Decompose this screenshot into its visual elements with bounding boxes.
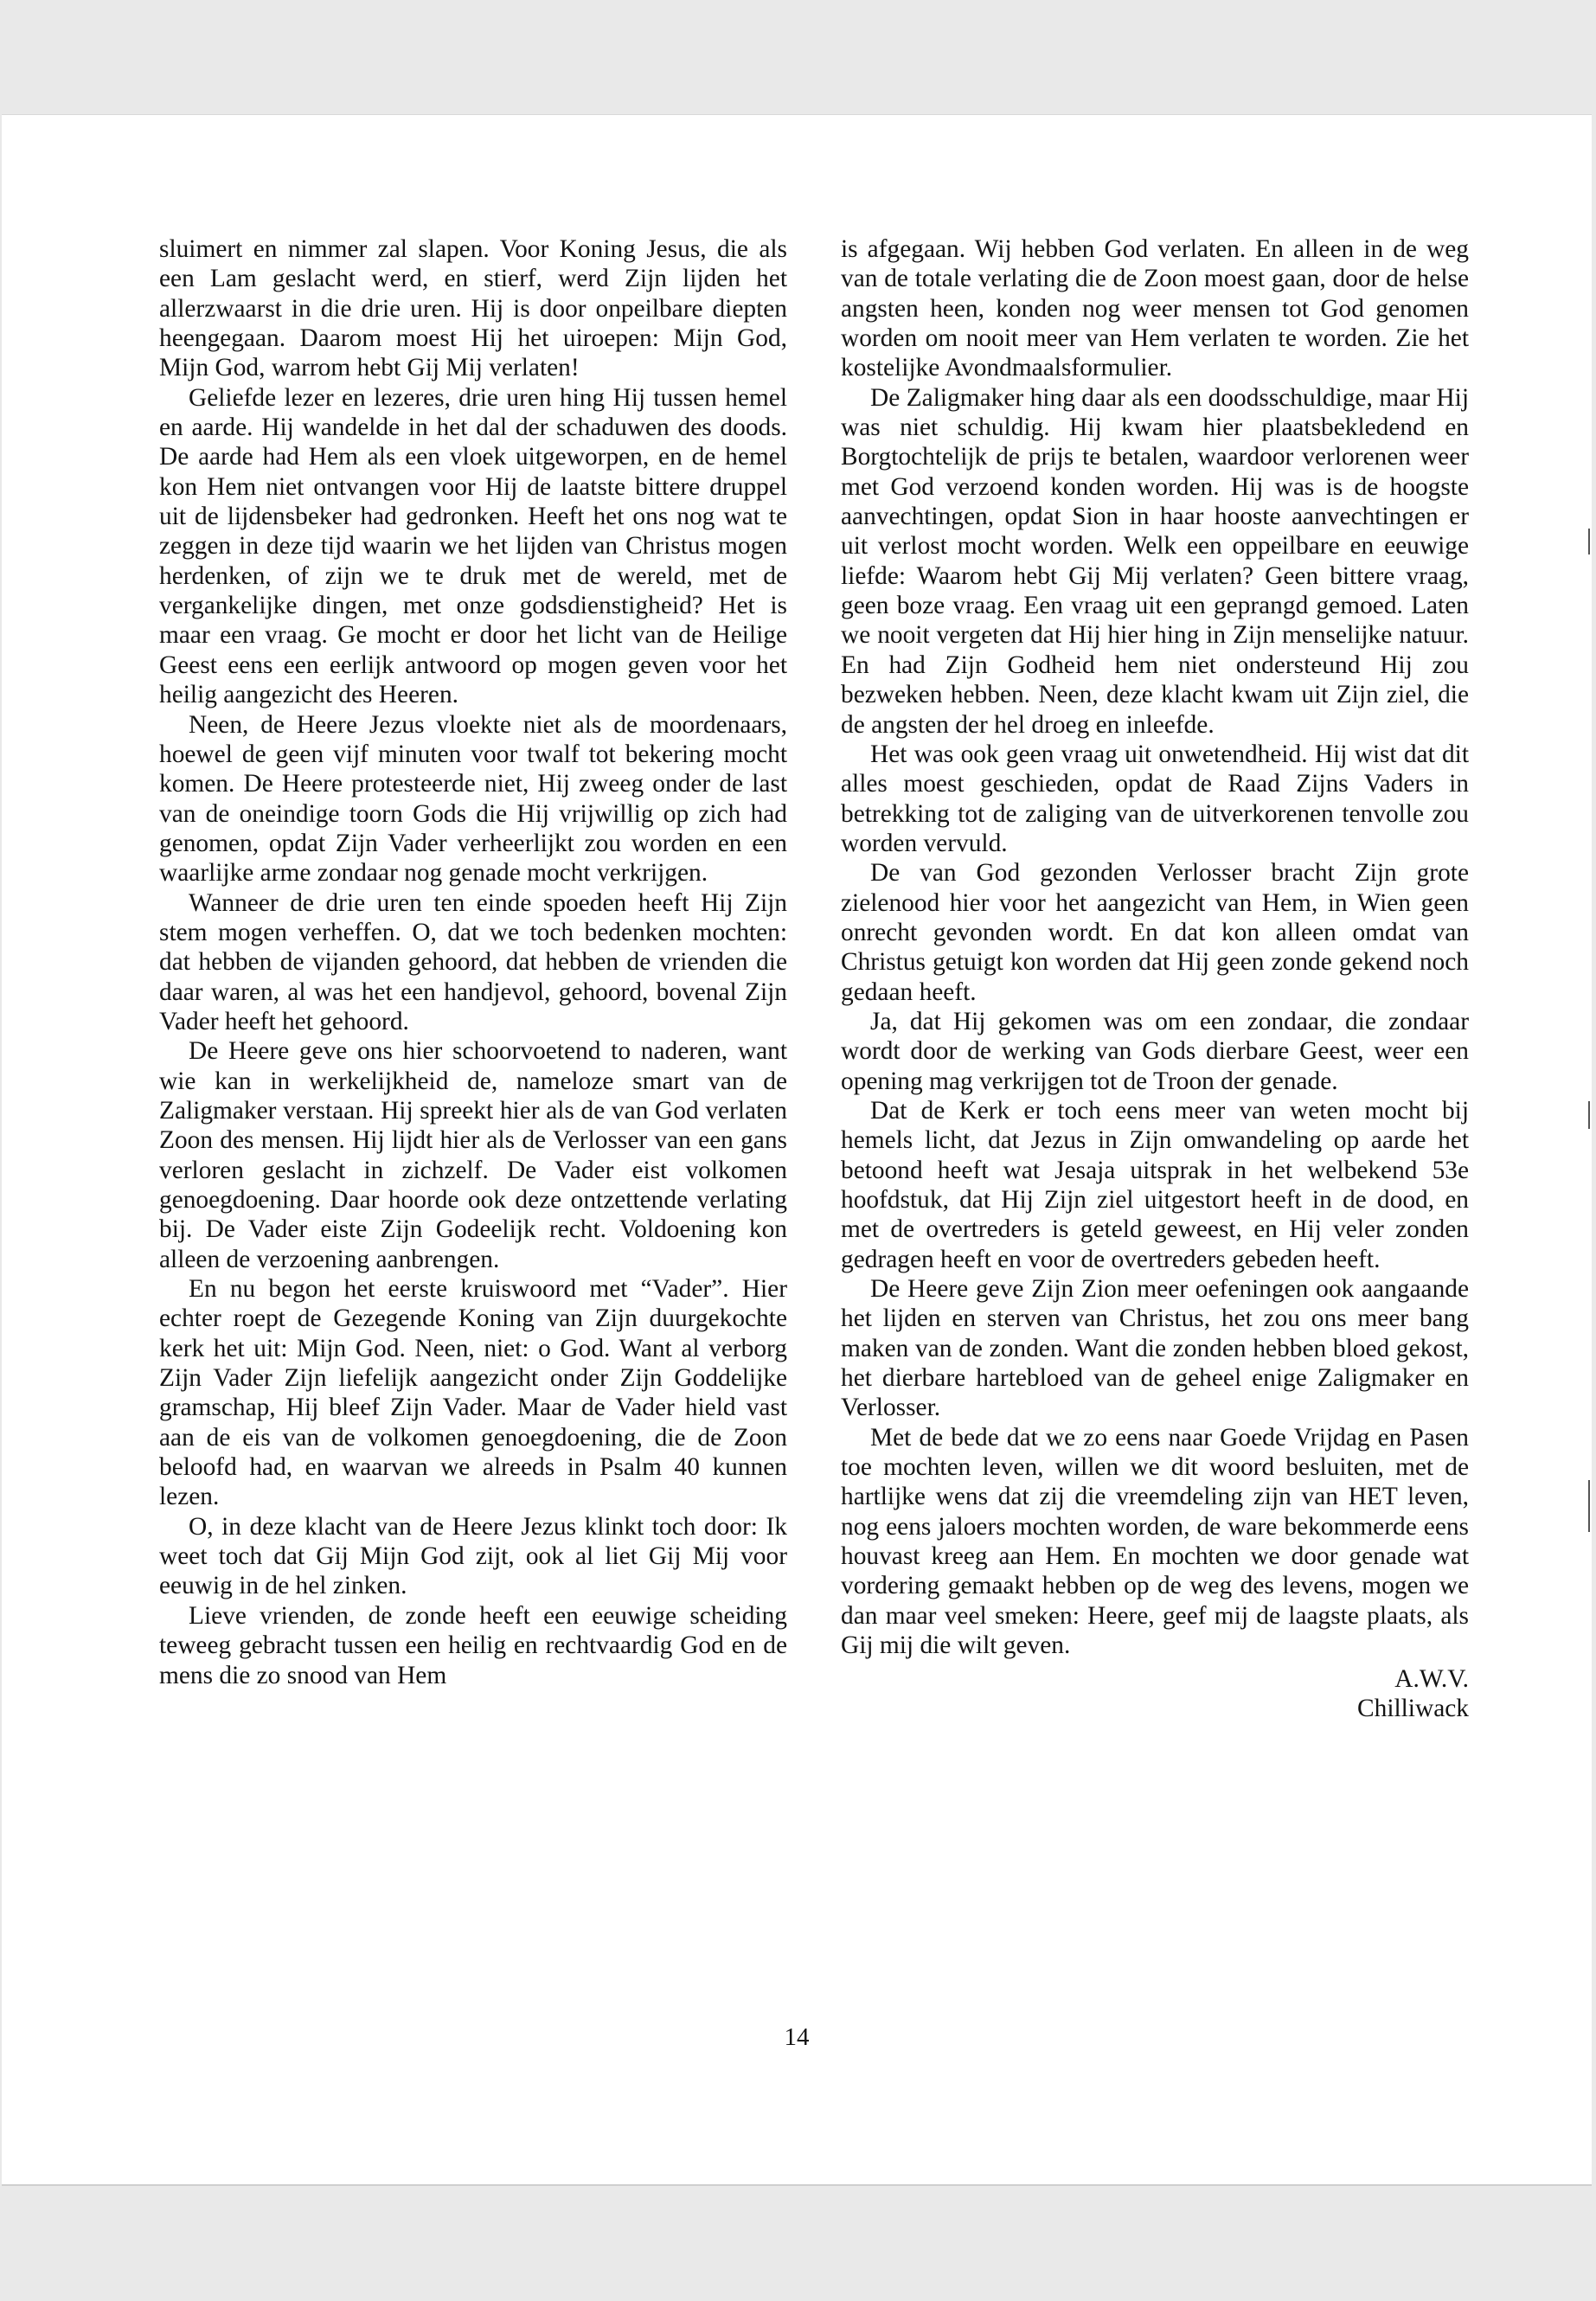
paragraph: De Zaligmaker hing daar als een doodsschuldige, maar Hij was niet schuldig. Hij kwam hier plaatsbekledend en Borgtochtelijk de prijs te betalen, waardoor verlorenen weer met God verzoend konden worden. Hij was is de hoogste aanvechtingen, opdat Sion in haar hooste aanvechtingen er uit verlost mocht worden. Welk een oppeilbare en eeuwige liefde: Waarom hebt Gij Mij verlaten? Geen bittere vraag, geen boze vraag. Een vraag uit een geprangd gemoed. Laten we nooit vergeten dat Hij hier hing in Zijn menselijke natuur. En had Zijn Godheid hem niet ondersteund Hij zou bezweken hebben. Neen, deze klacht kwam uit Zijn ziel, die de angsten der hel droeg en inleefde. [841, 383, 1469, 739]
document-page [2, 114, 1592, 2186]
paragraph: O, in deze klacht van de Heere Jezus klinkt toch door: Ik weet toch dat Gij Mijn God zijt, ook al liet Gij Mij voor eeuwig in de hel zinken. [159, 1512, 787, 1600]
paragraph: Met de bede dat we zo eens naar Goede Vrijdag en Pasen toe mochten leven, willen we dit woord besluiten, met de hartlijke wens dat zij die vreemdeling zijn van HET leven, nog eens jaloers mochten worden, de ware bekommerde eens houvast kreeg aan Hem. En mochten we door genade wat vordering gemaakt hebben op de weg des levens, mogen we dan maar veel smeken: Heere, geef mij de laagste plaats, als Gij mij die wilt geven. [841, 1423, 1469, 1660]
paragraph: En nu begon het eerste kruiswoord met “Vader”. Hier echter roept de Gezegende Koning van Zijn duurgekochte kerk het uit: Mijn God. Neen, niet: o God. Want al verborg Zijn Vader Zijn liefelijk aangezicht onder Zijn Goddelijke gramschap, Hij bleef Zijn Vader. Maar de Vader hield vast aan de eis van de volkomen genoegdoening, die de Zoon beloofd had, en waarvan we alreeds in Psalm 40 kunnen lezen. [159, 1275, 787, 1511]
author-signature [841, 1664, 1469, 1724]
paragraph: Dat de Kerk er toch eens meer van weten mocht bij hemels licht, dat Jezus in Zijn omwandeling op aarde het betoond heeft wat Jesaja uitsprak in het welbekend 53e hoofdstuk, dat Hij Zijn ziel uitgestort heeft in de dood, en met de overtreders is geteld geweest, en Hij veler zonden gedragen heeft en voor de overtreders gebeden heeft. [841, 1096, 1469, 1273]
paragraph: Wanneer de drie uren ten einde spoeden heeft Hij Zijn stem mogen verheffen. O, dat we toch bedenken mochten: dat hebben de vijanden gehoord, dat hebben de vrienden die daar waren, al was het een handjevol, gehoord, bovenal Zijn Vader heeft het gehoord. [159, 888, 787, 1035]
author-initials: A.W.V. [1394, 1664, 1469, 1693]
paragraph: Neen, de Heere Jezus vloekte niet als de moordenaars, hoewel de geen vijf minuten voor twalf tot bekering mocht komen. De Heere protesteerde niet, Hij zweeg onder de last van de oneindige toorn Gods die Hij vrijwillig op zich had genomen, opdat Zijn Vader verheerlijkt zou worden en een waarlijke arme zondaar nog genade mocht verkrijgen. [159, 710, 787, 888]
scan-edge-mark [1588, 1480, 1590, 1532]
scan-edge-mark [1588, 1101, 1590, 1129]
paragraph: Ja, dat Hij gekomen was om een zondaar, die zondaar wordt door de werking van Gods dierbare Geest, weer een opening mag verkrijgen tot de Troon der genade. [841, 1007, 1469, 1095]
page-number: 14 [784, 2023, 810, 2051]
paragraph: is afgegaan. Wij hebben God verlaten. En alleen in de weg van de totale verlating die de Zoon moest gaan, door de helse angsten heen, konden nog weer mensen tot God genomen worden om nooit meer van Hem verlaten te worden. Zie het kostelijke Avondmaalsformulier. [841, 235, 1469, 382]
paragraph: De Heere geve ons hier schoorvoetend to naderen, want wie kan in werkelijkheid de, nameloze smart van de Zaligmaker verstaan. Hij spreekt hier als de van God verlaten Zoon des mensen. Hij lijdt hier als de Verlosser van een gans verloren geslacht in zichzelf. De Vader eist volkomen genoegdoening. Daar hoorde ook deze ontzettende verlating bij. De Vader eiste Zijn Godeelijk recht. Voldoening kon alleen de verzoening aanbrengen. [159, 1037, 787, 1273]
left-text-column [159, 234, 787, 1690]
paragraph: Lieve vrienden, de zonde heeft een eeuwige scheiding teweeg gebracht tussen een heilig en rechtvaardig God en de mens die zo snood van Hem [159, 1601, 787, 1689]
paragraph: De van God gezonden Verlosser bracht Zijn grote zielenood hier voor het aangezicht van Hem, in Wien geen onrecht gevonden wordt. En dat kon alleen omdat van Christus getuigt kon worden dat Hij geen zonde gekend noch gedaan heeft. [841, 859, 1469, 1006]
author-place: Chilliwack [1357, 1694, 1469, 1722]
paragraph: Geliefde lezer en lezeres, drie uren hing Hij tussen hemel en aarde. Hij wandelde in het dal der schaduwen des doods. De aarde had Hem als een vloek uitgeworpen, en de hemel kon Hem niet ontvangen voor Hij de laatste bittere druppel uit de lijdensbeker had gedronken. Heeft het ons nog wat te zeggen in deze tijd waarin we het lijden van Christus mogen herdenken, of zijn we te druk met de wereld, met de vergankelijke dingen, met onze godsdienstigheid? Het is maar een vraag. Ge mocht er door het licht van de Heilige Geest eens een eerlijk antwoord op mogen geven voor het heilig aangezicht des Heeren. [159, 383, 787, 709]
paragraph: Het was ook geen vraag uit onwetendheid. Hij wist dat dit alles moest geschieden, opdat de Raad Zijns Vaders in betrekking tot de zaliging van de uitverkorenen tenvolle zou worden vervuld. [841, 740, 1469, 857]
scan-edge-mark [1588, 529, 1590, 554]
paragraph: sluimert en nimmer zal slapen. Voor Koning Jesus, die als een Lam geslacht werd, en stierf, werd Zijn lijden het allerzwaarst in die drie uren. Hij is door onpeilbare diepten heengegaan. Daarom moest Hij het uiroepen: Mijn God, Mijn God, warrom hebt Gij Mij verlaten! [159, 235, 787, 382]
paragraph: De Heere geve Zijn Zion meer oefeningen ook aangaande het lijden en sterven van Christus, het zou ons meer bang maken van de zonden. Want die zonden hebben bloed gekost, het dierbare hartebloed van de geheel enige Zaligmaker en Verlosser. [841, 1275, 1469, 1422]
right-text-column [841, 234, 1469, 1723]
